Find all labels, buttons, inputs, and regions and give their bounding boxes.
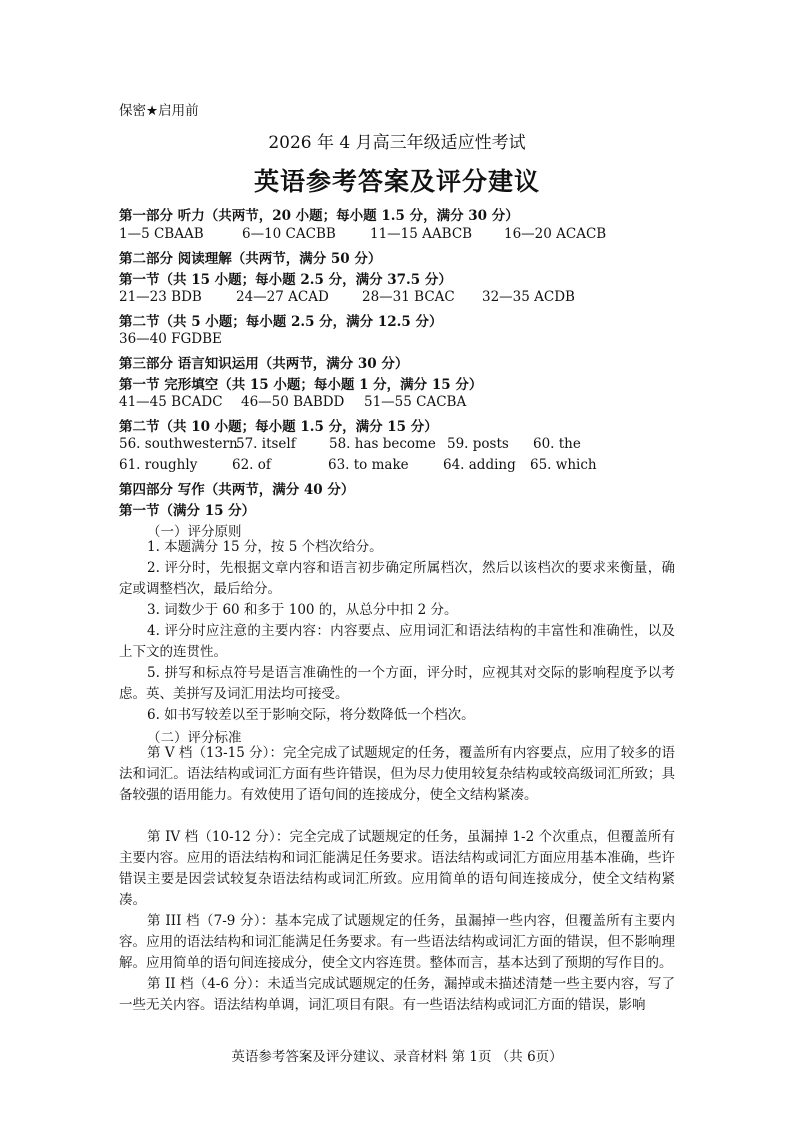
- answer-item: 60. the: [533, 436, 581, 452]
- principle-item: 5. 拼写和标点符号是语言准确性的一个方面，评分时，应视其对交际的影响程度予以考虑。英、美拼写及词汇用法均可接受。: [119, 665, 675, 702]
- answer-item: 58. has become: [329, 436, 436, 452]
- standard-level-3: 第 III 档（7-9 分）：基本完成了试题规定的任务，虽漏掉一些内容，但覆盖所有主要内容。应用的语法结构和词汇能满足任务要求。有一些语法结构或词汇方面的错误，但不影响理解。应用简单的语句间连接成分，使全文内容连贯。整体而言，基本达到了预期的写作目的。: [119, 913, 675, 971]
- exam-title: 2026 年 4 月高三年级适应性考试: [268, 133, 526, 153]
- confidential-mark: 保密★启用前: [119, 103, 199, 119]
- part4-section1-heading: 第一节（满分 15 分）: [119, 503, 256, 519]
- standard-level-2: 第 II 档（4-6 分）：未适当完成试题规定的任务，漏掉或未描述清楚一些主要内容，写了一些无关内容。语法结构单调，词汇项目有限。有一些语法结构或词汇方面的错误，影响: [119, 976, 675, 1013]
- answer-group: 6—10 CACBB: [242, 226, 336, 242]
- answer-group: 41—45 BCADC: [119, 394, 223, 410]
- answer-item: 56. southwestern: [119, 436, 238, 452]
- part4-heading: 第四部分 写作（共两节，满分 40 分）: [119, 482, 355, 498]
- part2-heading: 第二部分 阅读理解（共两节，满分 50 分）: [119, 251, 382, 267]
- answer-item: 64. adding: [443, 457, 516, 473]
- page-footer: 英语参考答案及评分建议、录音材料 第 1页 （共 6页）: [231, 1049, 563, 1065]
- answer-item: 57. itself: [236, 436, 296, 452]
- principles-label: （一）评分原则: [147, 524, 242, 540]
- part1-heading: 第一部分 听力（共两节，20 小题；每小题 1.5 分，满分 30 分）: [119, 208, 519, 224]
- part2-section2-heading: 第二节（共 5 小题；每小题 2.5 分，满分 12.5 分）: [119, 314, 443, 330]
- answer-group: 46—50 BABDD: [241, 394, 345, 410]
- principle-item: 2. 评分时，先根据文章内容和语言初步确定所属档次，然后以该档次的要求来衡量，确定或调整档次，最后给分。: [119, 560, 675, 597]
- document-title: 英语参考答案及评分建议: [253, 167, 540, 196]
- part3-section2-heading: 第二节（共 10 小题；每小题 1.5 分，满分 15 分）: [119, 419, 438, 435]
- answer-item: 59. posts: [447, 436, 509, 452]
- part3-heading: 第三部分 语言知识运用（共两节，满分 30 分）: [119, 356, 409, 372]
- part3-section1-heading: 第一节 完形填空（共 15 小题；每小题 1 分，满分 15 分）: [119, 377, 483, 393]
- answer-item: 63. to make: [328, 457, 409, 473]
- principle-item: 3. 词数少于 60 和多于 100 的，从总分中扣 2 分。: [147, 602, 458, 618]
- answer-group: 36—40 FGDBE: [119, 331, 222, 347]
- answer-group: 16—20 ACACB: [504, 226, 607, 242]
- answer-group: 24—27 ACAD: [236, 289, 329, 305]
- principle-item: 4. 评分时应注意的主要内容：内容要点、应用词汇和语法结构的丰富性和准确性，以及上下文的连贯性。: [119, 623, 675, 660]
- answer-group: 11—15 AABCB: [370, 226, 473, 242]
- principle-item: 1. 本题满分 15 分，按 5 个档次给分。: [147, 539, 383, 555]
- standard-level-5: 第 V 档（13-15 分）：完全完成了试题规定的任务，覆盖所有内容要点，应用了较多的语法和词汇。语法结构或词汇方面有些许错误，但为尽力使用较复杂结构或较高级词汇所致；具备较强的语用能力。有效使用了语句间的连接成分，使全文结构紧凑。: [119, 745, 675, 803]
- standards-label: （二）评分标准: [147, 730, 242, 746]
- principle-item: 6. 如书写较差以至于影响交际，将分数降低一个档次。: [147, 707, 475, 723]
- answer-item: 62. of: [232, 457, 271, 473]
- answer-item: 65. which: [530, 457, 597, 473]
- part2-section1-heading: 第一节（共 15 小题；每小题 2.5 分，满分 37.5 分）: [119, 272, 452, 288]
- standard-level-4: 第 IV 档（10-12 分）：完全完成了试题规定的任务，虽漏掉 1-2 个次重点，但覆盖所有主要内容。应用的语法结构和词汇能满足任务要求。语法结构或词汇方面应用基本准确，些许错误主要是因尝试较复杂语法结构或词汇所致。应用简单的语句间连接成分，使全文结构紧凑。: [119, 829, 675, 908]
- answer-item: 61. roughly: [119, 457, 198, 473]
- answer-group: 51—55 CACBA: [364, 394, 467, 410]
- answer-group: 32—35 ACDB: [482, 289, 575, 305]
- answer-group: 21—23 BDB: [119, 289, 202, 305]
- answer-group: 1—5 CBAAB: [119, 226, 204, 242]
- answer-group: 28—31 BCAC: [362, 289, 455, 305]
